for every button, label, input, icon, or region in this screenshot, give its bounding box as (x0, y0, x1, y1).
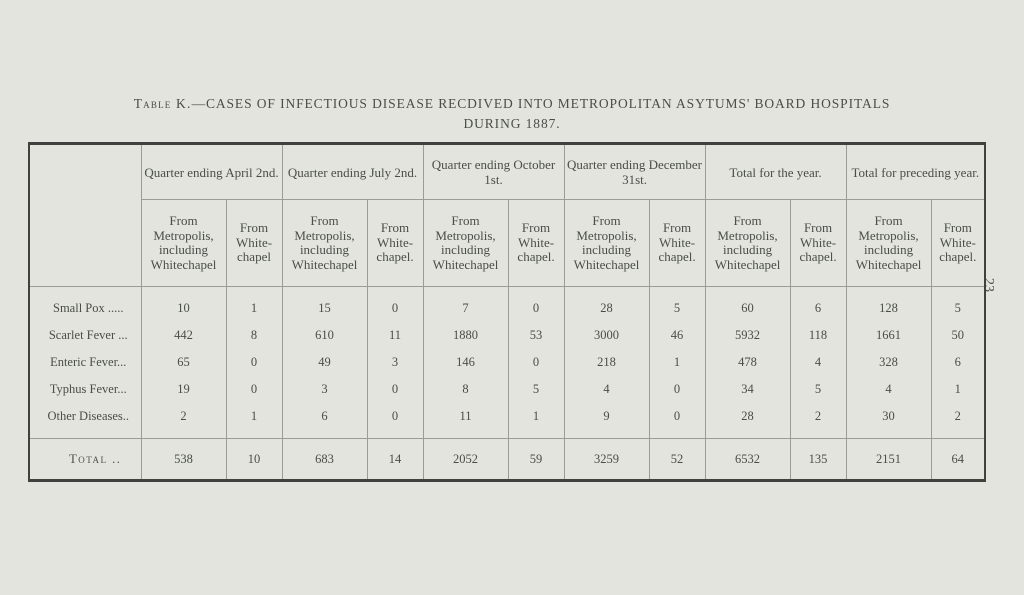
cell-metropolis: 3259 (564, 439, 649, 481)
table-row (29, 376, 985, 403)
cell-metropolis: 478 (705, 349, 790, 376)
cell-whitechapel: 4 (790, 349, 846, 376)
header-quarter-april: Quarter ending April 2nd. (141, 144, 282, 200)
cell-whitechapel: 8 (226, 322, 282, 349)
total-row (29, 439, 985, 481)
cell-whitechapel: 0 (649, 376, 705, 403)
cell-whitechapel: 135 (790, 439, 846, 481)
cell-whitechapel: 0 (508, 349, 564, 376)
cell-metropolis: 30 (846, 403, 931, 439)
cell-metropolis: 28 (564, 287, 649, 323)
cell-metropolis: 328 (846, 349, 931, 376)
cell-metropolis: 146 (423, 349, 508, 376)
cell-whitechapel: 0 (226, 376, 282, 403)
cell-whitechapel: 1 (508, 403, 564, 439)
row-label: Scarlet Fever ... (48, 328, 128, 342)
title-line-2: DURING 1887. (463, 116, 561, 131)
cell-metropolis: 5932 (705, 322, 790, 349)
cell-metropolis: 4 (846, 376, 931, 403)
cell-whitechapel: 0 (367, 376, 423, 403)
cell-metropolis: 3000 (564, 322, 649, 349)
table-row (29, 287, 985, 323)
cell-whitechapel: 2 (931, 403, 985, 439)
cell-metropolis: 19 (141, 376, 226, 403)
row-label: Enteric Fever... (50, 355, 127, 369)
subheader-whitechapel: From White-chapel. (790, 200, 846, 287)
cell-metropolis: 65 (141, 349, 226, 376)
subheader-row (29, 200, 985, 287)
cell-whitechapel: 64 (931, 439, 985, 481)
cell-whitechapel: 0 (367, 403, 423, 439)
subheader-metropolis: From Metropolis, including Whitechapel (564, 200, 649, 287)
page-number: 23 (981, 278, 996, 292)
table-row (29, 322, 985, 349)
title-lead: Table K. (133, 96, 192, 111)
cell-metropolis: 6 (282, 403, 367, 439)
subheader-whitechapel: From White-chapel. (508, 200, 564, 287)
cell-metropolis: 128 (846, 287, 931, 323)
row-label: Other Diseases.. (47, 409, 130, 423)
cell-metropolis: 15 (282, 287, 367, 323)
cell-metropolis: 218 (564, 349, 649, 376)
cell-whitechapel: 0 (649, 403, 705, 439)
header-quarter-october: Quarter ending October 1st. (423, 144, 564, 200)
cell-metropolis: 1880 (423, 322, 508, 349)
cell-metropolis: 2 (141, 403, 226, 439)
cell-metropolis: 1661 (846, 322, 931, 349)
cell-metropolis: 2151 (846, 439, 931, 481)
row-label: Total .. (29, 439, 141, 481)
cell-whitechapel: 1 (649, 349, 705, 376)
cell-whitechapel: 1 (931, 376, 985, 403)
title-line-1 (0, 94, 1024, 114)
header-quarter-december: Quarter ending December 31st. (564, 144, 705, 200)
cell-whitechapel: 5 (931, 287, 985, 323)
cell-whitechapel: 0 (367, 287, 423, 323)
cell-whitechapel: 3 (367, 349, 423, 376)
header-total-preceding: Total for preceding year. (846, 144, 985, 200)
cell-whitechapel: 11 (367, 322, 423, 349)
cell-metropolis: 610 (282, 322, 367, 349)
cell-metropolis: 34 (705, 376, 790, 403)
cell-metropolis: 538 (141, 439, 226, 481)
title-text: —CASES OF INFECTIOUS DISEASE RECDIVED INTO METROPOLITAN ASYTUMS' BOARD HOSPITALS (191, 96, 891, 111)
cell-whitechapel: 59 (508, 439, 564, 481)
cell-whitechapel: 10 (226, 439, 282, 481)
cell-metropolis: 3 (282, 376, 367, 403)
subheader-metropolis: From Metropolis, including Whitechapel (423, 200, 508, 287)
cell-metropolis: 2052 (423, 439, 508, 481)
cell-whitechapel: 46 (649, 322, 705, 349)
cell-whitechapel: 6 (790, 287, 846, 323)
row-label: Typhus Fever... (49, 382, 127, 396)
cell-metropolis: 7 (423, 287, 508, 323)
row-label: Small Pox ..... (29, 287, 141, 323)
cell-whitechapel: 5 (649, 287, 705, 323)
table-title (0, 94, 1024, 134)
cell-whitechapel: 14 (367, 439, 423, 481)
subheader-metropolis: From Metropolis, including Whitechapel (846, 200, 931, 287)
subheader-metropolis: From Metropolis, including Whitechapel (141, 200, 226, 287)
cell-whitechapel: 5 (508, 376, 564, 403)
cell-metropolis: 49 (282, 349, 367, 376)
subheader-whitechapel: From White-chapel. (367, 200, 423, 287)
subheader-whitechapel: From White-chapel. (931, 200, 985, 287)
corner-cell (29, 144, 141, 287)
subheader-metropolis: From Metropolis, including Whitechapel (282, 200, 367, 287)
subheader-whitechapel: From White-chapel (226, 200, 282, 287)
cell-metropolis: 28 (705, 403, 790, 439)
cell-whitechapel: 118 (790, 322, 846, 349)
cell-metropolis: 8 (423, 376, 508, 403)
table-row (29, 403, 985, 439)
infectious-disease-table (28, 142, 986, 482)
table-row (29, 349, 985, 376)
subheader-metropolis: From Metropolis, including Whitechapel (705, 200, 790, 287)
cell-whitechapel: 6 (931, 349, 985, 376)
cell-metropolis: 9 (564, 403, 649, 439)
cell-metropolis: 10 (141, 287, 226, 323)
cell-whitechapel: 5 (790, 376, 846, 403)
cell-metropolis: 442 (141, 322, 226, 349)
cell-whitechapel: 50 (931, 322, 985, 349)
cell-whitechapel: 1 (226, 403, 282, 439)
cell-metropolis: 11 (423, 403, 508, 439)
cell-whitechapel: 2 (790, 403, 846, 439)
table-body (29, 287, 985, 481)
subheader-whitechapel: From White-chapel. (649, 200, 705, 287)
cell-whitechapel: 0 (508, 287, 564, 323)
cell-whitechapel: 52 (649, 439, 705, 481)
cell-metropolis: 4 (564, 376, 649, 403)
cell-metropolis: 6532 (705, 439, 790, 481)
cell-whitechapel: 1 (226, 287, 282, 323)
cell-metropolis: 683 (282, 439, 367, 481)
header-total-year: Total for the year. (705, 144, 846, 200)
cell-metropolis: 60 (705, 287, 790, 323)
cell-whitechapel: 0 (226, 349, 282, 376)
cell-whitechapel: 53 (508, 322, 564, 349)
quarter-header-row (29, 144, 985, 200)
header-quarter-july: Quarter ending July 2nd. (282, 144, 423, 200)
